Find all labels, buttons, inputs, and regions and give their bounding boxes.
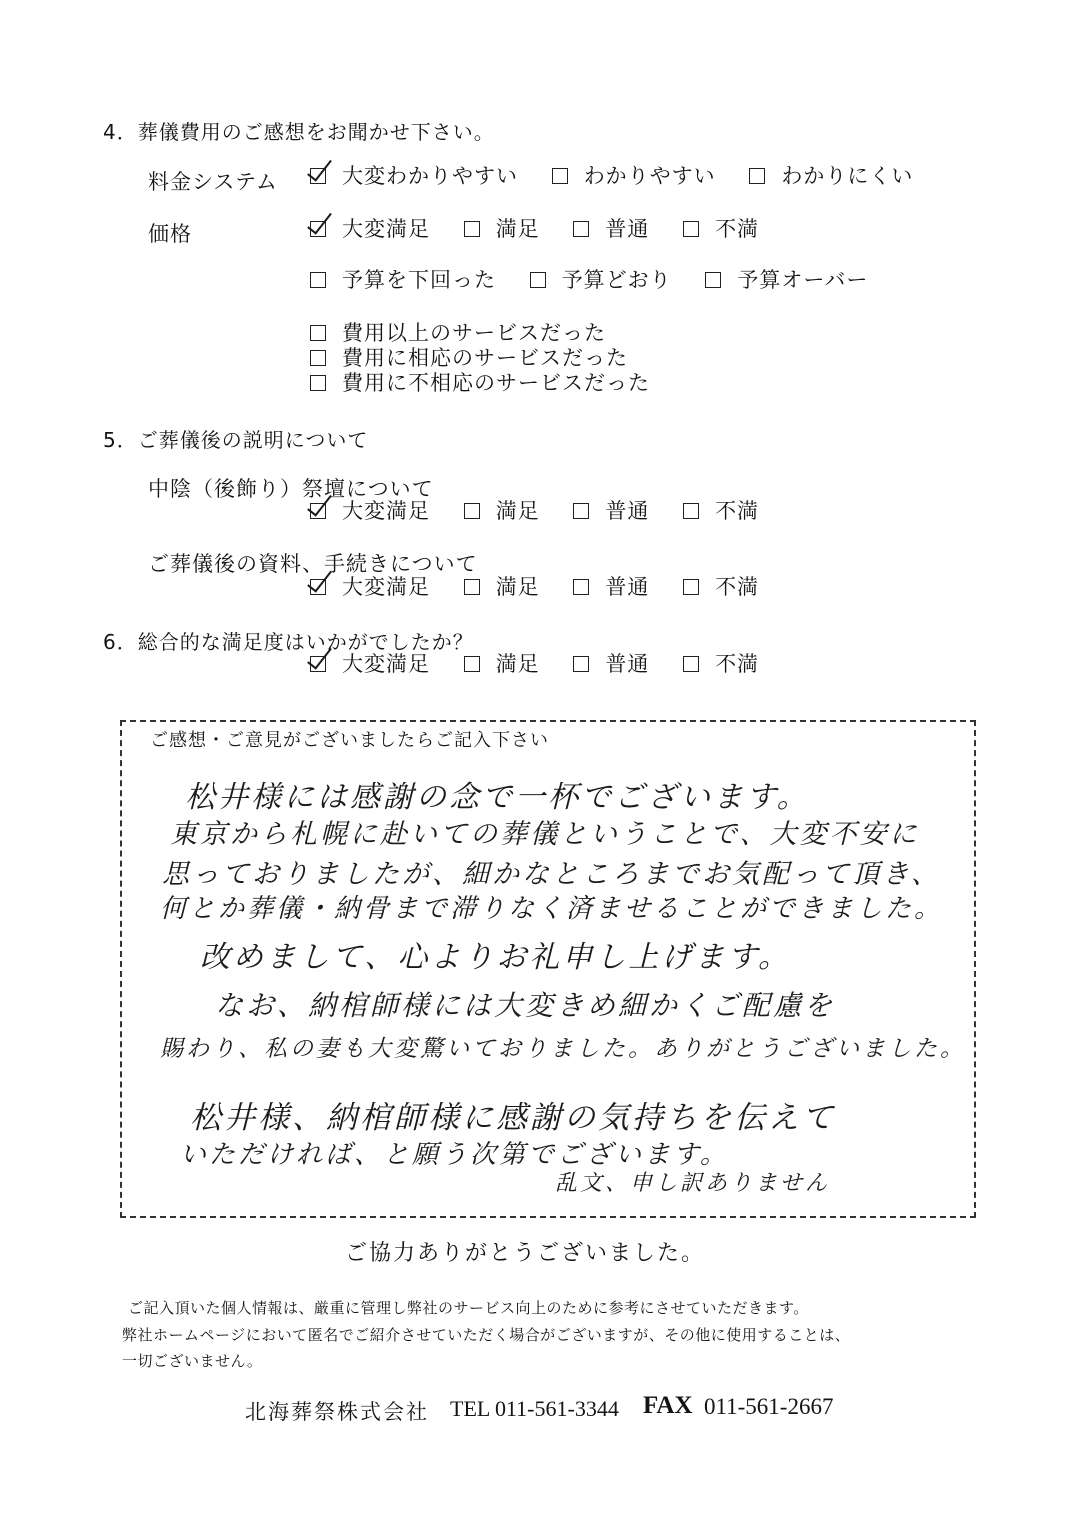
- q6-heading: 6．総合的な満足度はいかがでしたか？: [103, 630, 474, 654]
- checkbox[interactable]: [464, 656, 480, 672]
- option-on-budget[interactable]: 予算どおり: [530, 264, 672, 294]
- option-overall-dissatisfied[interactable]: 不満: [683, 648, 759, 678]
- handwritten-line-4: 何とか葬儀・納骨まで滞りなく済ませることができました。: [160, 894, 944, 924]
- comment-box-label: ご感想・ご意見がございましたらご記入下さい: [150, 730, 549, 751]
- option-over-budget[interactable]: 予算オーバー: [705, 264, 868, 294]
- option-price-very-satisfied[interactable]: 大変満足: [310, 213, 430, 243]
- option-docs-normal[interactable]: 普通: [573, 571, 649, 601]
- altar-label: 中陰（後飾り）祭壇について: [148, 477, 434, 501]
- checkbox-checked[interactable]: [310, 221, 326, 237]
- option-price-normal[interactable]: 普通: [573, 213, 649, 243]
- checkbox[interactable]: [464, 221, 480, 237]
- option-fee-unclear[interactable]: わかりにくい: [749, 160, 913, 190]
- checkbox-checked[interactable]: [310, 656, 326, 672]
- checkbox[interactable]: [683, 503, 699, 519]
- option-overall-normal[interactable]: 普通: [573, 648, 649, 678]
- option-service-above-cost[interactable]: 費用以上のサービスだった: [310, 317, 606, 347]
- checkbox[interactable]: [464, 503, 480, 519]
- handwritten-line-3: 思っておりましたが、細かなところまでお気配って頂き、: [162, 859, 941, 890]
- option-price-satisfied[interactable]: 満足: [464, 213, 540, 243]
- checkbox[interactable]: [573, 656, 589, 672]
- budget-options: [310, 264, 894, 294]
- checkbox-checked[interactable]: [310, 579, 326, 595]
- checkbox[interactable]: [530, 272, 546, 288]
- checkbox[interactable]: [683, 579, 699, 595]
- price-label: 価格: [148, 222, 192, 246]
- option-altar-very-satisfied[interactable]: 大変満足: [310, 495, 430, 525]
- checkbox[interactable]: [705, 272, 721, 288]
- checkbox[interactable]: [310, 350, 326, 366]
- handwritten-line-2: 東京から札幌に赴いての葬儀ということで、大変不安に: [170, 819, 920, 850]
- checkbox-checked[interactable]: [310, 503, 326, 519]
- checkbox[interactable]: [310, 272, 326, 288]
- checkbox-checked[interactable]: [310, 168, 326, 184]
- option-fee-very-clear[interactable]: 大変わかりやすい: [310, 160, 518, 190]
- fax-label: FAX: [643, 1392, 693, 1419]
- option-fee-clear[interactable]: わかりやすい: [552, 160, 716, 190]
- phone-number: TEL 011-561-3344: [450, 1396, 619, 1421]
- option-price-dissatisfied[interactable]: 不満: [683, 213, 759, 243]
- handwritten-line-6: なお、納棺師様には大変きめ細かくご配慮を: [215, 989, 836, 1022]
- option-service-matching-cost[interactable]: 費用に相応のサービスだった: [310, 342, 628, 372]
- fee-system-label: 料金システム: [148, 170, 278, 194]
- option-service-below-cost[interactable]: 費用に不相応のサービスだった: [310, 367, 650, 397]
- price-options: [310, 213, 785, 243]
- altar-options: [310, 495, 785, 525]
- checkbox[interactable]: [464, 579, 480, 595]
- option-docs-satisfied[interactable]: 満足: [464, 571, 540, 601]
- company-name: 北海葬祭株式会社: [245, 1400, 429, 1424]
- option-under-budget[interactable]: 予算を下回った: [310, 264, 496, 294]
- documents-options: [310, 571, 785, 601]
- checkbox[interactable]: [573, 579, 589, 595]
- privacy-line-1: ご記入頂いた個人情報は、厳重に管理し弊社のサービス向上のために参考にさせていただきます。: [128, 1299, 809, 1317]
- option-altar-dissatisfied[interactable]: 不満: [683, 495, 759, 525]
- option-altar-satisfied[interactable]: 満足: [464, 495, 540, 525]
- option-overall-satisfied[interactable]: 満足: [464, 648, 540, 678]
- option-altar-normal[interactable]: 普通: [573, 495, 649, 525]
- handwritten-line-5: 改めまして、心よりお礼申し上げます。: [200, 940, 791, 975]
- handwritten-line-9: いただければ、と願う次第でございます。: [180, 1140, 729, 1170]
- checkbox[interactable]: [683, 656, 699, 672]
- checkbox[interactable]: [552, 168, 568, 184]
- option-docs-dissatisfied[interactable]: 不満: [683, 571, 759, 601]
- fax-number: 011-561-2667: [704, 1394, 834, 1419]
- privacy-line-2: 弊社ホームページにおいて匿名でご紹介させていただく場合がございますが、その他に使用することは、: [122, 1326, 851, 1344]
- checkbox[interactable]: [573, 503, 589, 519]
- documents-label: ご葬儀後の資料、手続きについて: [148, 552, 478, 576]
- privacy-line-3: 一切ございません。: [122, 1352, 263, 1370]
- handwritten-line-10: 乱文、申し訳ありません: [555, 1171, 831, 1196]
- handwritten-line-1: 松井様には感謝の念で一杯でございます。: [185, 780, 810, 815]
- checkbox[interactable]: [310, 325, 326, 341]
- handwritten-line-8: 松井様、納棺師様に感謝の気持ちを伝えて: [190, 1100, 836, 1136]
- option-docs-very-satisfied[interactable]: 大変満足: [310, 571, 430, 601]
- overall-options: [310, 648, 785, 678]
- fee-system-options: [310, 160, 939, 190]
- handwritten-line-7: 賜わり、私の妻も大変驚いておりました。ありがとうございました。: [160, 1036, 966, 1062]
- checkbox[interactable]: [310, 375, 326, 391]
- checkbox[interactable]: [573, 221, 589, 237]
- checkbox[interactable]: [683, 221, 699, 237]
- q5-heading: 5．ご葬儀後の説明について: [103, 428, 369, 452]
- option-overall-very-satisfied[interactable]: 大変満足: [310, 648, 430, 678]
- thanks-message: ご協力ありがとうございました。: [345, 1241, 706, 1266]
- q4-heading: 4．葬儀費用のご感想をお聞かせ下さい。: [103, 120, 495, 144]
- checkbox[interactable]: [749, 168, 765, 184]
